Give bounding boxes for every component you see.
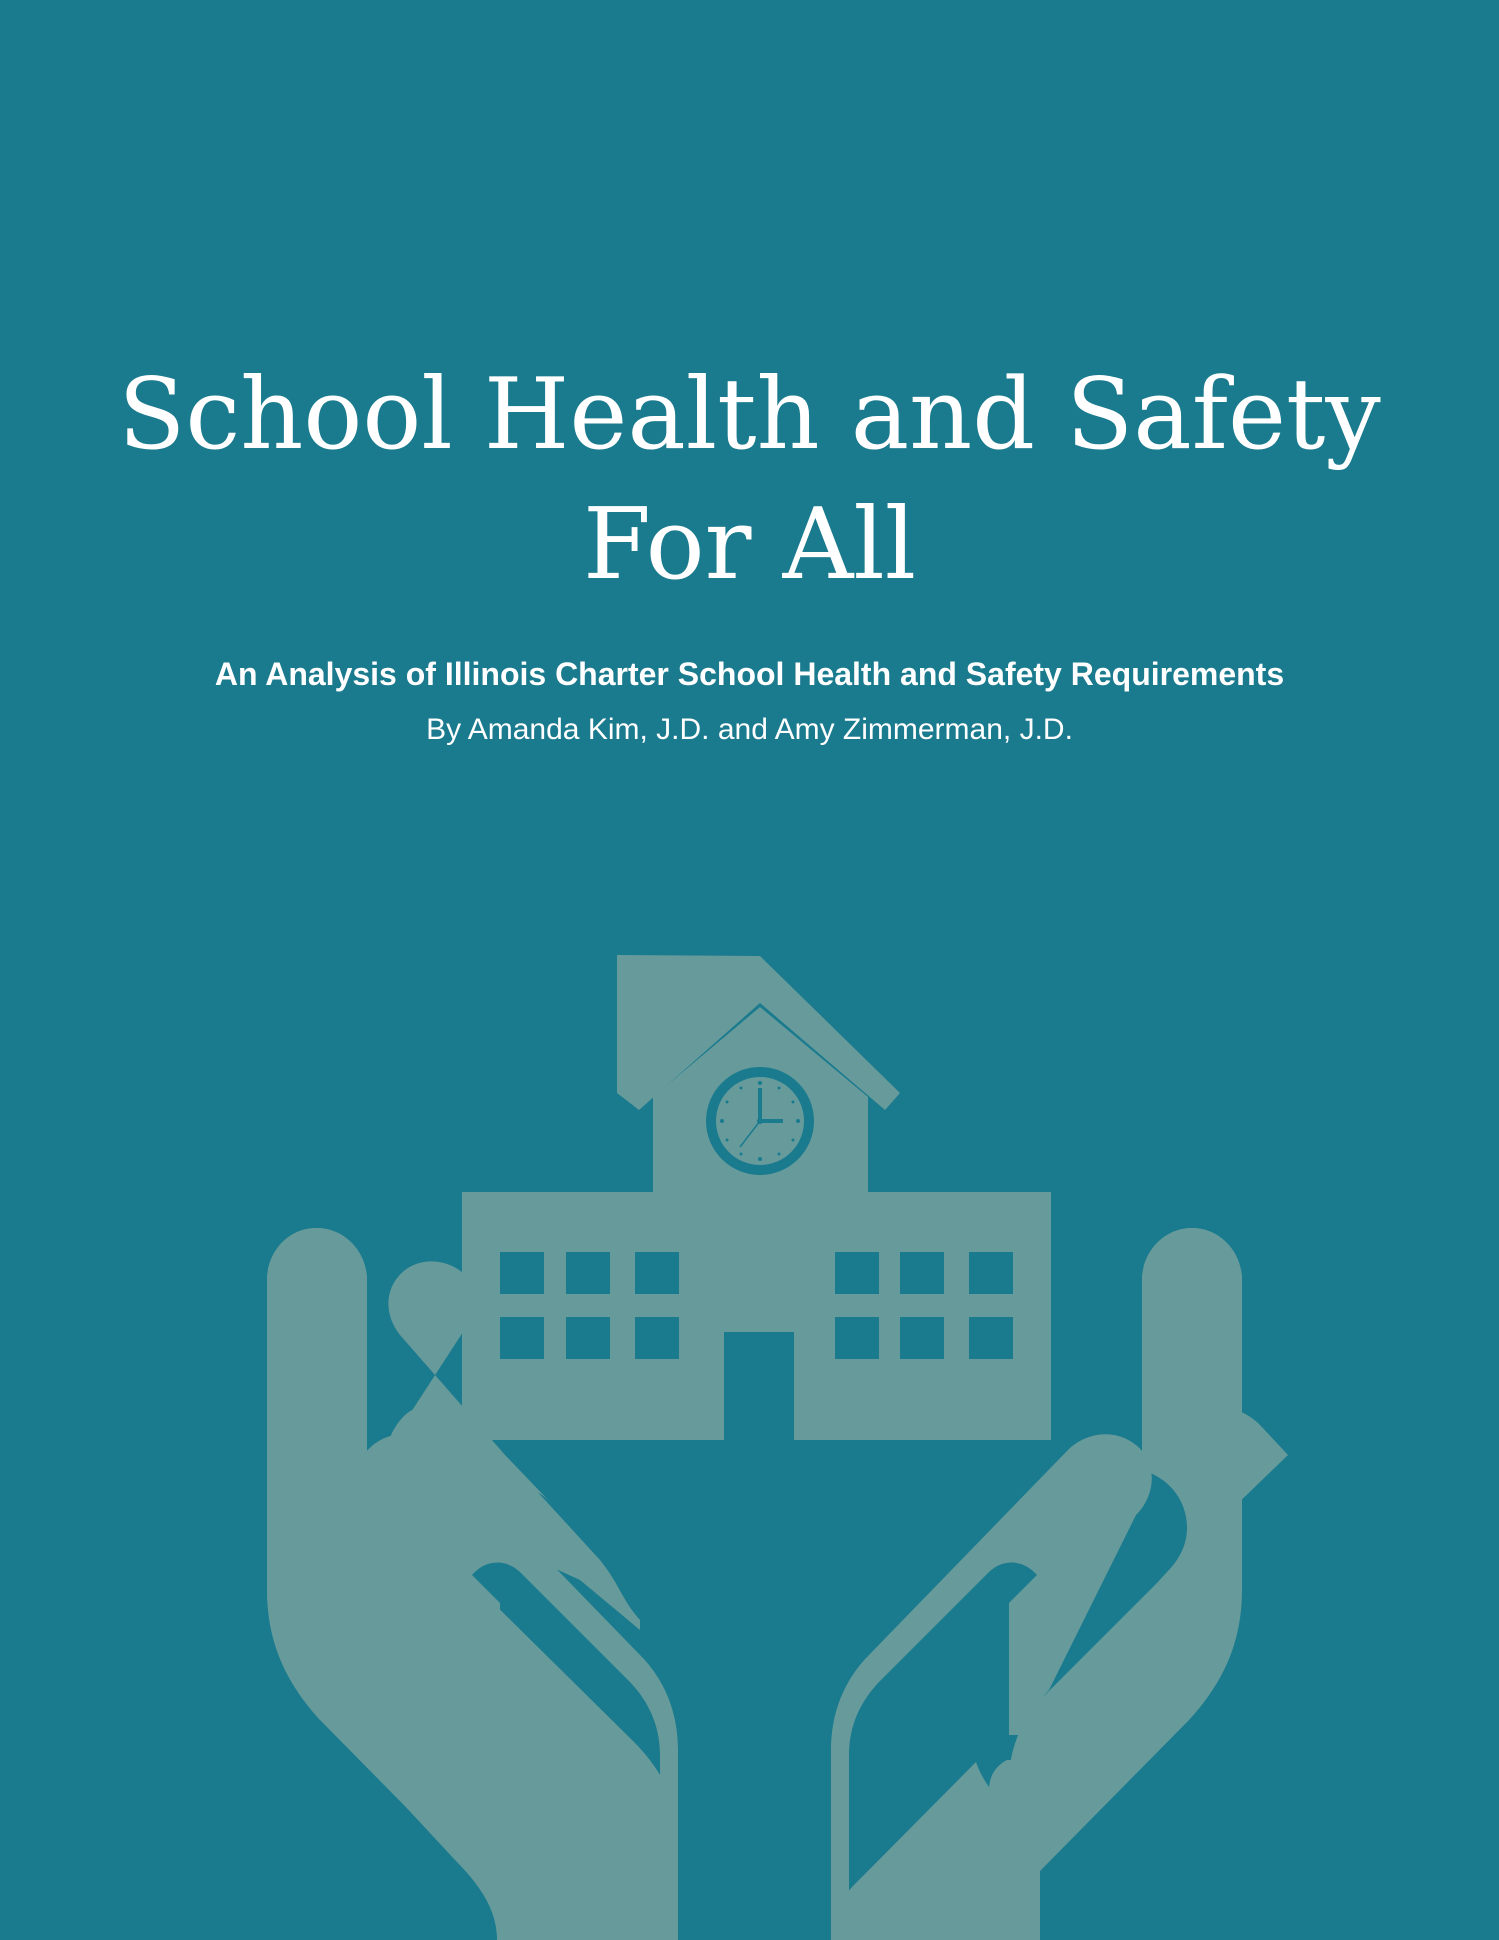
- school-door: [725, 1334, 794, 1440]
- cover-authors: By Amanda Kim, J.D. and Amy Zimmerman, J.D.: [426, 713, 1073, 746]
- school-left-wing: [462, 1192, 724, 1440]
- cover-title-line-2: For All: [582, 488, 917, 602]
- clock-icon: [706, 1067, 814, 1175]
- school-right-wing: [794, 1192, 1051, 1440]
- cover-title-line-1: School Health and Safety: [118, 358, 1381, 472]
- school-center-section: [724, 1192, 794, 1332]
- cover-subtitle: An Analysis of Illinois Charter School Health and Safety Requirements: [214, 656, 1285, 692]
